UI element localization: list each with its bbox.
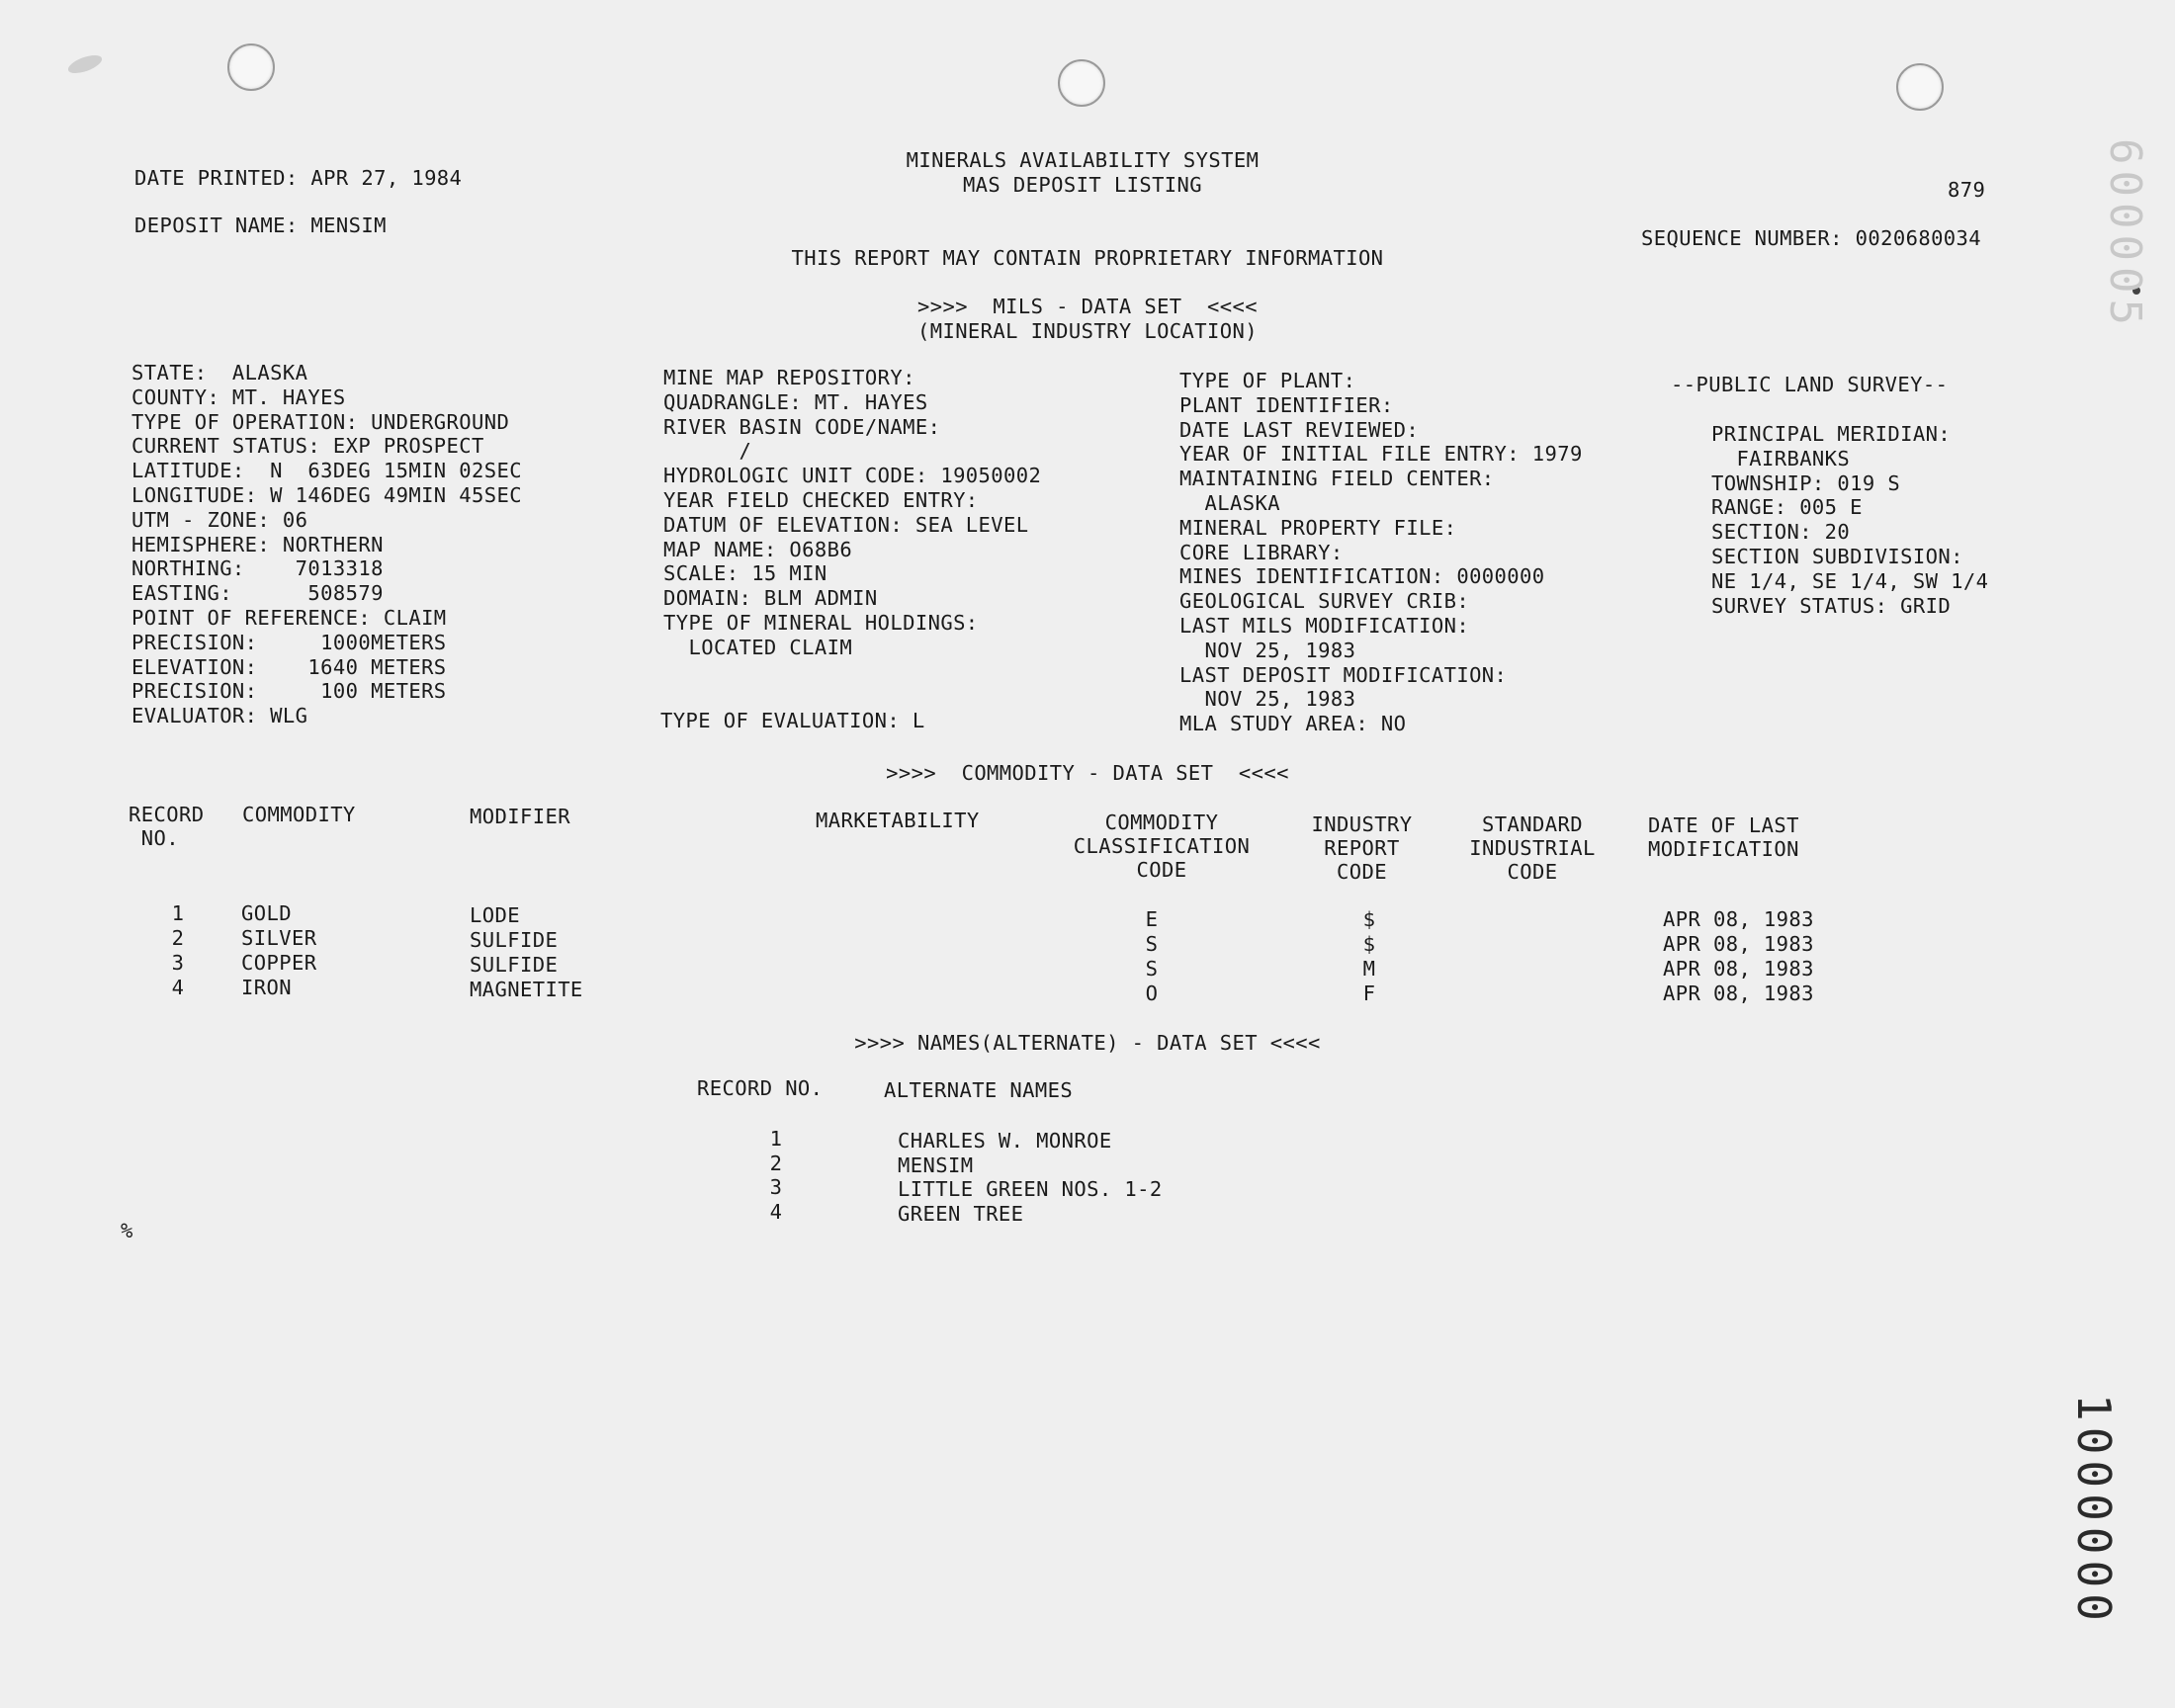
binder-hole-left [227,43,275,91]
field-line: NOV 25, 1983 [1179,638,1356,662]
field-line: / [663,439,752,464]
field-line: YEAR FIELD CHECKED ENTRY: [663,488,979,512]
field-line: LATITUDE: N 63DEG 15MIN 02SEC [131,459,523,483]
commodity-cell: IRON [241,976,292,999]
commodity-title: >>>> COMMODITY - DATA SET <<<< [886,761,1289,785]
field-line: CURRENT STATUS: EXP PROSPECT [131,434,484,459]
commodity-cell: GOLD [241,901,292,925]
field-line: LONGITUDE: W 146DEG 49MIN 45SEC [131,483,523,507]
field-line: DATUM OF ELEVATION: SEA LEVEL [663,512,1029,537]
field-line: FAIRBANKS [1711,446,1851,470]
field-line: COUNTY: MT. HAYES [131,384,346,409]
commodity-header-marketability: MARKETABILITY [816,809,980,832]
type-of-evaluation: TYPE OF EVALUATION: L [660,709,925,732]
field-line: NORTHING: 7013318 [131,556,384,581]
binder-hole-center [1058,59,1105,107]
commodity-header-date: DATE OF LAST MODIFICATION [1648,813,1799,861]
field-line: ELEVATION: 1640 METERS [131,654,447,679]
smudge-top-left [66,51,105,76]
proprietary-notice: THIS REPORT MAY CONTAIN PROPRIETARY INFORMATION [791,246,1384,270]
alternate-name: GREEN TREE [898,1201,1024,1226]
alternate-record-no: 1 [769,1127,783,1151]
field-line: PRECISION: 1000METERS [131,630,447,654]
field-line: NOV 25, 1983 [1179,687,1356,712]
date-cell: APR 08, 1983 [1663,982,1814,1005]
alternate-name: MENSIM [898,1153,974,1177]
field-line: SCALE: 15 MIN [663,561,827,586]
classification-code-cell: O [1145,982,1159,1005]
mils-subtitle: (MINERAL INDUSTRY LOCATION) [916,319,1259,343]
field-line: TYPE OF MINERAL HOLDINGS: [663,611,979,635]
industry-code-cell: $ [1362,907,1376,931]
commodity-header-sic: STANDARD INDUSTRIAL CODE [1469,812,1596,884]
date-cell: APR 08, 1983 [1663,907,1814,931]
alternate-record-no: 4 [769,1199,783,1224]
classification-code-cell: S [1145,957,1159,981]
footer-percent-mark: % [121,1219,133,1242]
field-line: YEAR OF INITIAL FILE ENTRY: 1979 [1179,442,1583,467]
alternate-record-no: 3 [769,1175,783,1199]
alternate-name: LITTLE GREEN NOS. 1-2 [898,1177,1163,1201]
field-line: TYPE OF OPERATION: UNDERGROUND [131,409,510,434]
field-line: PLANT IDENTIFIER: [1179,392,1394,417]
system-title: MINERALS AVAILABILITY SYSTEM [906,148,1260,172]
field-line: EVALUATOR: WLG [131,704,308,728]
commodity-header-classification: COMMODITY CLASSIFICATION CODE [1073,811,1251,882]
modifier-cell: SULFIDE [470,928,559,952]
commodity-cell: SILVER [241,926,317,950]
field-line: QUADRANGLE: MT. HAYES [663,389,928,414]
field-line: MINES IDENTIFICATION: 0000000 [1179,564,1545,589]
field-line: ALASKA [1179,491,1280,515]
field-line: HYDROLOGIC UNIT CODE: 19050002 [663,464,1042,488]
field-line: RIVER BASIN CODE/NAME: [663,414,941,439]
field-line: PRECISION: 100 METERS [131,679,447,704]
field-line: CORE LIBRARY: [1179,540,1344,564]
classification-code-cell: S [1145,932,1159,956]
field-line: RANGE: 005 E [1711,495,1863,520]
record-no-cell: 1 [171,901,185,925]
date-cell: APR 08, 1983 [1663,957,1814,981]
field-line: STATE: ALASKA [131,361,308,384]
industry-code-cell: F [1362,982,1376,1005]
field-line: MAP NAME: O68B6 [663,537,853,561]
commodity-header-record: RECORD NO. [129,803,205,850]
field-line: HEMISPHERE: NORTHERN [131,532,384,556]
record-no-cell: 3 [171,951,185,975]
field-line: MLA STUDY AREA: NO [1179,712,1407,736]
commodity-header-modifier: MODIFIER [470,805,570,828]
classification-code-cell: E [1145,907,1159,931]
alternate-record-no: 2 [769,1151,783,1175]
field-line: EASTING: 508579 [131,581,384,606]
field-line: TYPE OF PLANT: [1179,369,1356,392]
alternate-name: CHARLES W. MONROE [898,1129,1112,1153]
field-line: POINT OF REFERENCE: CLAIM [131,606,447,630]
public-land-survey-title: --PUBLIC LAND SURVEY-- [1671,373,1949,396]
field-line: MAINTAINING FIELD CENTER: [1179,467,1495,491]
names-title: >>>> NAMES(ALTERNATE) - DATA SET <<<< [854,1031,1321,1055]
field-line: LAST MILS MODIFICATION: [1179,614,1470,638]
field-line: DOMAIN: BLM ADMIN [663,586,878,611]
commodity-cell: COPPER [241,951,317,975]
field-line: SURVEY STATUS: GRID [1711,593,1952,618]
field-line: UTM - ZONE: 06 [131,507,308,532]
margin-code-bottom-right: 1000000 [2067,1394,2121,1627]
field-line: GEOLOGICAL SURVEY CRIB: [1179,589,1470,614]
field-line: TOWNSHIP: 019 S [1711,470,1901,495]
field-line: SECTION: 20 [1711,520,1851,545]
names-header-names: ALTERNATE NAMES [884,1078,1074,1102]
field-line: PRINCIPAL MERIDIAN: [1711,422,1952,446]
listing-title: MAS DEPOSIT LISTING [962,173,1203,197]
industry-code-cell: $ [1362,932,1376,956]
names-header-record: RECORD NO. [697,1076,824,1100]
sequence-number: SEQUENCE NUMBER: 0020680034 [1641,226,1982,250]
field-line: LAST DEPOSIT MODIFICATION: [1179,662,1508,687]
field-line: MINERAL PROPERTY FILE: [1179,515,1457,540]
date-cell: APR 08, 1983 [1663,932,1814,956]
mils-title: >>>> MILS - DATA SET <<<< [916,295,1259,318]
margin-code-top-right: 600005 [2100,138,2150,331]
date-printed: DATE PRINTED: APR 27, 1984 [134,166,463,190]
industry-code-cell: M [1362,957,1376,981]
page-number: 879 [1948,178,1986,202]
field-line: LOCATED CLAIM [663,635,853,659]
field-line: NE 1/4, SE 1/4, SW 1/4 [1711,568,1989,593]
modifier-cell: LODE [470,903,520,927]
field-line: SECTION SUBDIVISION: [1711,545,1963,568]
record-no-cell: 2 [171,926,185,950]
binder-hole-right [1896,63,1944,111]
modifier-cell: MAGNETITE [470,978,583,1001]
commodity-header-commodity: COMMODITY [242,803,356,826]
field-line: DATE LAST REVIEWED: [1179,417,1420,442]
record-no-cell: 4 [171,976,185,999]
modifier-cell: SULFIDE [470,953,559,977]
deposit-name: DEPOSIT NAME: MENSIM [134,214,387,237]
field-line: MINE MAP REPOSITORY: [663,366,915,389]
commodity-header-industry: INDUSTRY REPORT CODE [1311,812,1413,884]
